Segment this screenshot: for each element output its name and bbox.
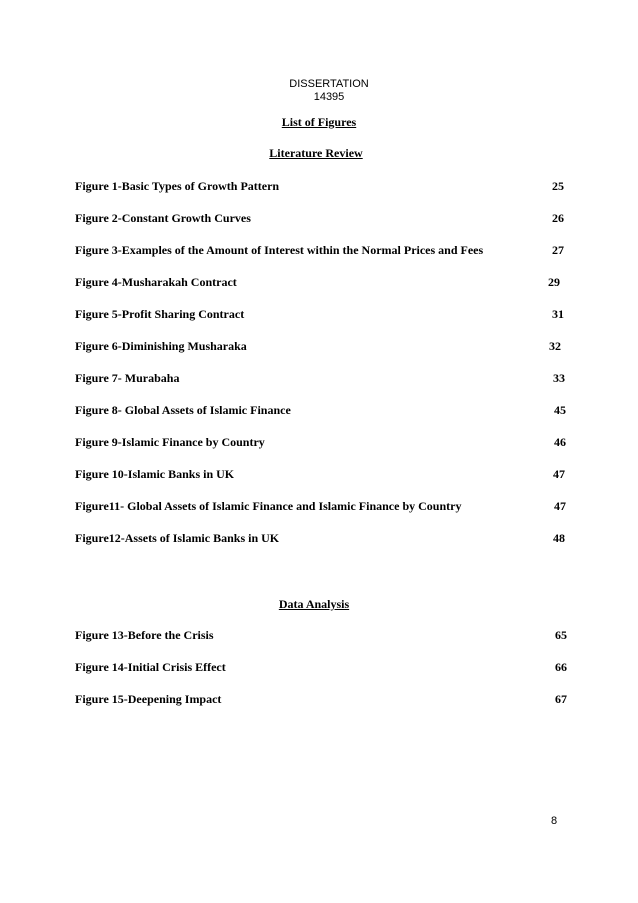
figure-page-number: 33 [553,371,565,385]
figure-title: Figure 2-Constant Growth Curves [75,211,251,225]
figure-title: Figure 10-Islamic Banks in UK [75,467,235,481]
figure-entry[interactable] [75,530,575,546]
figure-page-number: 26 [552,211,564,225]
figure-page-number: 66 [555,660,567,674]
figure-entry[interactable] [75,274,575,290]
figure-title: Figure 9-Islamic Finance by Country [75,435,265,449]
figure-title: Figure 3-Examples of the Amount of Interest within the Normal Prices and Fees [75,243,484,257]
figure-page-number: 46 [554,435,566,449]
section-heading-data-analysis: Data Analysis [278,597,350,611]
figure-title: Figure 1-Basic Types of Growth Pattern [75,179,280,193]
figure-title: Figure 7- Murabaha [75,371,180,385]
figure-page-number: 27 [552,243,564,257]
figure-entry[interactable] [75,338,575,354]
figure-title: Figure 8- Global Assets of Islamic Finance [75,403,291,417]
figure-entry[interactable] [75,178,575,194]
figure-title: Figure 6-Diminishing Musharaka [75,339,247,353]
figure-page-number: 47 [554,499,566,513]
figure-entry[interactable] [75,627,575,643]
figure-title: Figure11- Global Assets of Islamic Finance and Islamic Finance by Country [75,499,462,513]
figure-title: Figure12-Assets of Islamic Banks in UK [75,531,280,545]
figure-title: Figure 5-Profit Sharing Contract [75,307,245,321]
figure-page-number: 25 [552,179,564,193]
figure-entry[interactable] [75,466,575,482]
figure-page-number: 31 [552,307,564,321]
figure-entry[interactable] [75,659,575,675]
figure-page-number: 67 [555,692,567,706]
figure-entry[interactable] [75,242,575,258]
figure-page-number: 47 [553,467,565,481]
figure-page-number: 32 [549,339,561,353]
section-heading-literature-review: Literature Review [269,146,363,160]
figure-entry[interactable] [75,306,575,322]
header-title: DISSERTATION [289,78,369,90]
header-student-id: 14395 [313,91,345,103]
figure-entry[interactable] [75,434,575,450]
figure-title: Figure 15-Deepening Impact [75,692,222,706]
figure-entry[interactable] [75,402,575,418]
figure-title: Figure 13-Before the Crisis [75,628,214,642]
list-of-figures-title: List of Figures [281,115,357,129]
figure-entry[interactable] [75,210,575,226]
figure-page-number: 45 [554,403,566,417]
figure-title: Figure 14-Initial Crisis Effect [75,660,226,674]
page-number: 8 [551,815,558,827]
figure-page-number: 48 [553,531,565,545]
figure-page-number: 65 [555,628,567,642]
figure-page-number: 29 [548,275,560,289]
figure-entry[interactable] [75,691,575,707]
figure-title: Figure 4-Musharakah Contract [75,275,237,289]
figure-entry[interactable] [75,498,575,514]
figure-entry[interactable] [75,370,575,386]
